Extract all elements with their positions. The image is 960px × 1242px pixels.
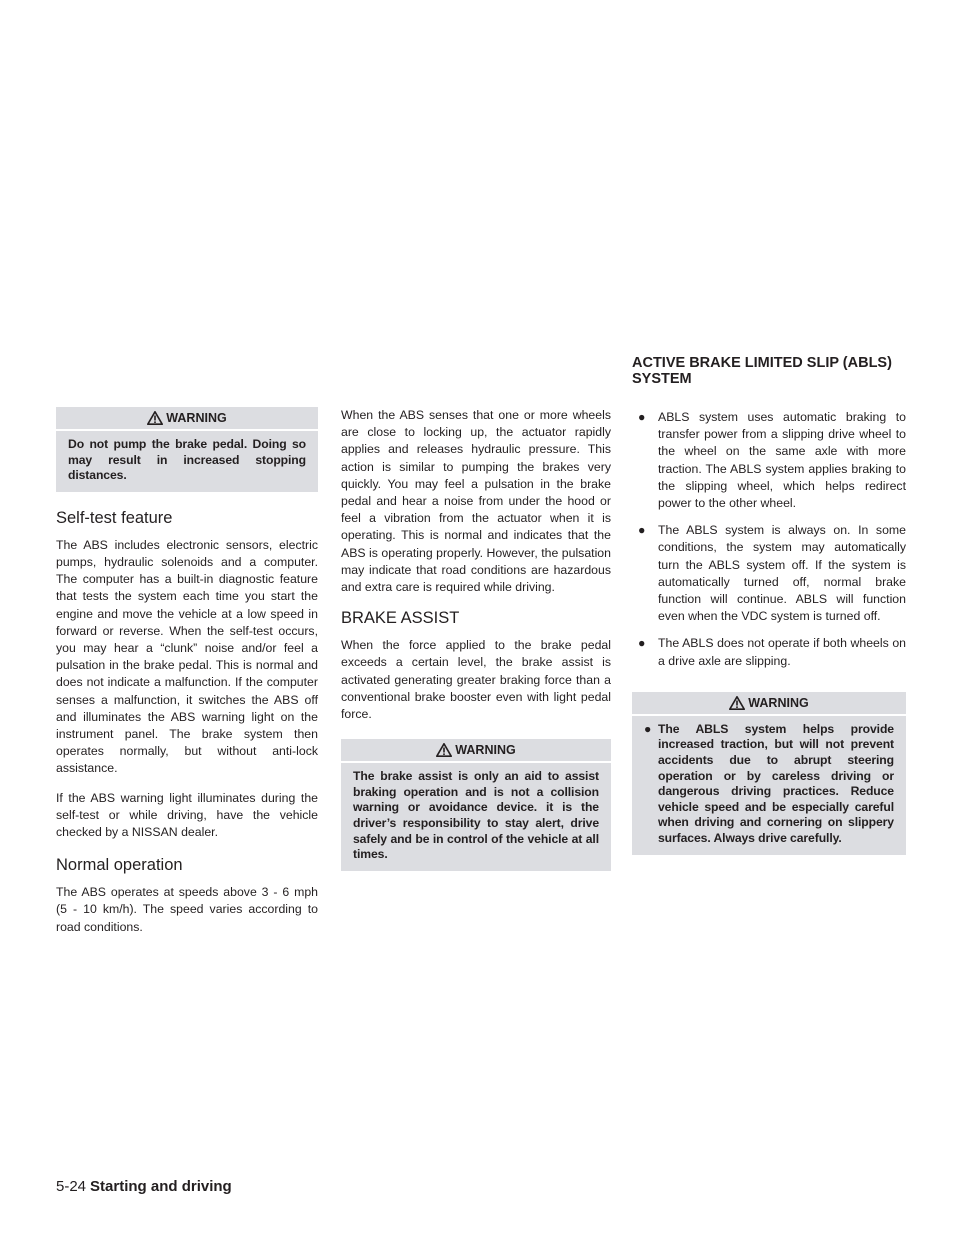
bullet-icon: ● (638, 523, 646, 538)
warning-header (632, 692, 906, 716)
column-middle (341, 407, 611, 887)
warning-box-abls (632, 692, 906, 855)
warning-bullet (644, 722, 894, 847)
list-item (632, 635, 906, 669)
warning-header (341, 739, 611, 763)
paragraph: When the ABS senses that one or more wheels are close to locking up, the actuator rapidly applies and releases hydraulic pressure. This action is similar to pumping the brakes very quickly. You may feel a pulsation in the brake pedal and hear a noise from under the hood or feel a vibration from the actuator when it is operating. This is normal and indicates that the ABS is operating properly. However, the pulsation may indicate that road conditions are hazardous and extra care is required while driving. (341, 408, 611, 595)
heading-brake-assist: BRAKE ASSIST (341, 609, 460, 628)
warning-bullet-text: The ABLS system helps provide increased traction, but will not prevent accidents due to abrupt steering operation or by careless driving or dangerous driving practices. Reduce vehicle speed and be especially careful when driving and cornering on slippery surfaces. Always drive carefully. (658, 721, 894, 845)
warning-text (632, 716, 906, 855)
paragraph: The ABS includes electronic sensors, electric pumps, hydraulic solenoids and a computer. The computer has a built-in diagnostic feature that tests the system each time you start the engine and move the vehicle at a low speed in forward or reverse. When the self-test occurs, you may hear a “clunk” noise and/or feel a pulsation in the brake pedal. This is normal and does not indicate a malfunction. If the computer senses a malfunction, it switches the ABS off and illuminates the ABS warning light on the instrument panel. The brake system then operates normally, but without anti-lock assistance. (56, 537, 318, 776)
bullet-icon: ● (644, 721, 652, 736)
page-number: 5-24 (56, 1178, 87, 1195)
section-title-line2: SYSTEM (632, 371, 692, 387)
warning-label: WARNING (748, 695, 809, 710)
paragraph: The ABS operates at speeds above 3 - 6 mph (5 - 10 km/h). The speed varies according to road conditions. (56, 885, 318, 934)
warning-triangle-icon (729, 696, 745, 710)
chapter-title: Starting and driving (90, 1178, 232, 1195)
warning-text: The brake assist is only an aid to assist braking operation and is not a collision warning or avoidance device. it is the driver’s responsibility to stay alert, drive safely and be in control of the vehicle at all times. (353, 769, 599, 862)
warning-triangle-icon (147, 411, 163, 425)
heading-self-test: Self-test feature (56, 508, 173, 527)
column-right (632, 355, 906, 871)
bullet-icon: ● (638, 410, 646, 424)
bullet-icon: ● (638, 636, 646, 651)
heading-normal-operation: Normal operation (56, 856, 183, 875)
list-item-text: The ABLS system is always on. In some conditions, the system may automatically turn the ABLS system off. If the system is automatically turned off, normal brake function will continue. ABLS will function even when the VDC system is turned off. (658, 523, 906, 624)
warning-label: WARNING (455, 743, 516, 758)
warning-label: WARNING (166, 411, 227, 425)
column-left (56, 407, 318, 948)
list-item-text: ABLS system uses automatic braking to transfer power from a slipping drive wheel to the wheel on the same axle with more traction. The ABLS system applies braking to the slipping wheel, which helps redirect power to the other wheel. (658, 410, 906, 511)
list-item-text: The ABLS does not operate if both wheels on a drive axle are slipping. (658, 636, 906, 668)
section-title-abls (632, 355, 906, 387)
warning-box-pump (56, 407, 318, 492)
section-title-line1: ACTIVE BRAKE LIMITED SLIP (ABLS) (632, 355, 892, 371)
warning-triangle-icon (436, 743, 452, 757)
paragraph: When the force applied to the brake pedal exceeds a certain level, the brake assist is activated generating greater braking force than a conventional brake booster even with light pedal force. (341, 638, 611, 722)
warning-box-brake-assist (341, 739, 611, 871)
abls-bullet-list (632, 409, 906, 670)
list-item (632, 522, 906, 625)
list-item (632, 409, 906, 512)
page-footer (56, 1178, 232, 1195)
warning-text: Do not pump the brake pedal. Doing so may result in increased stopping distances. (68, 437, 306, 483)
paragraph: If the ABS warning light illuminates during the self-test or while driving, have the vehicle checked by a NISSAN dealer. (56, 790, 318, 840)
warning-header (56, 407, 318, 431)
